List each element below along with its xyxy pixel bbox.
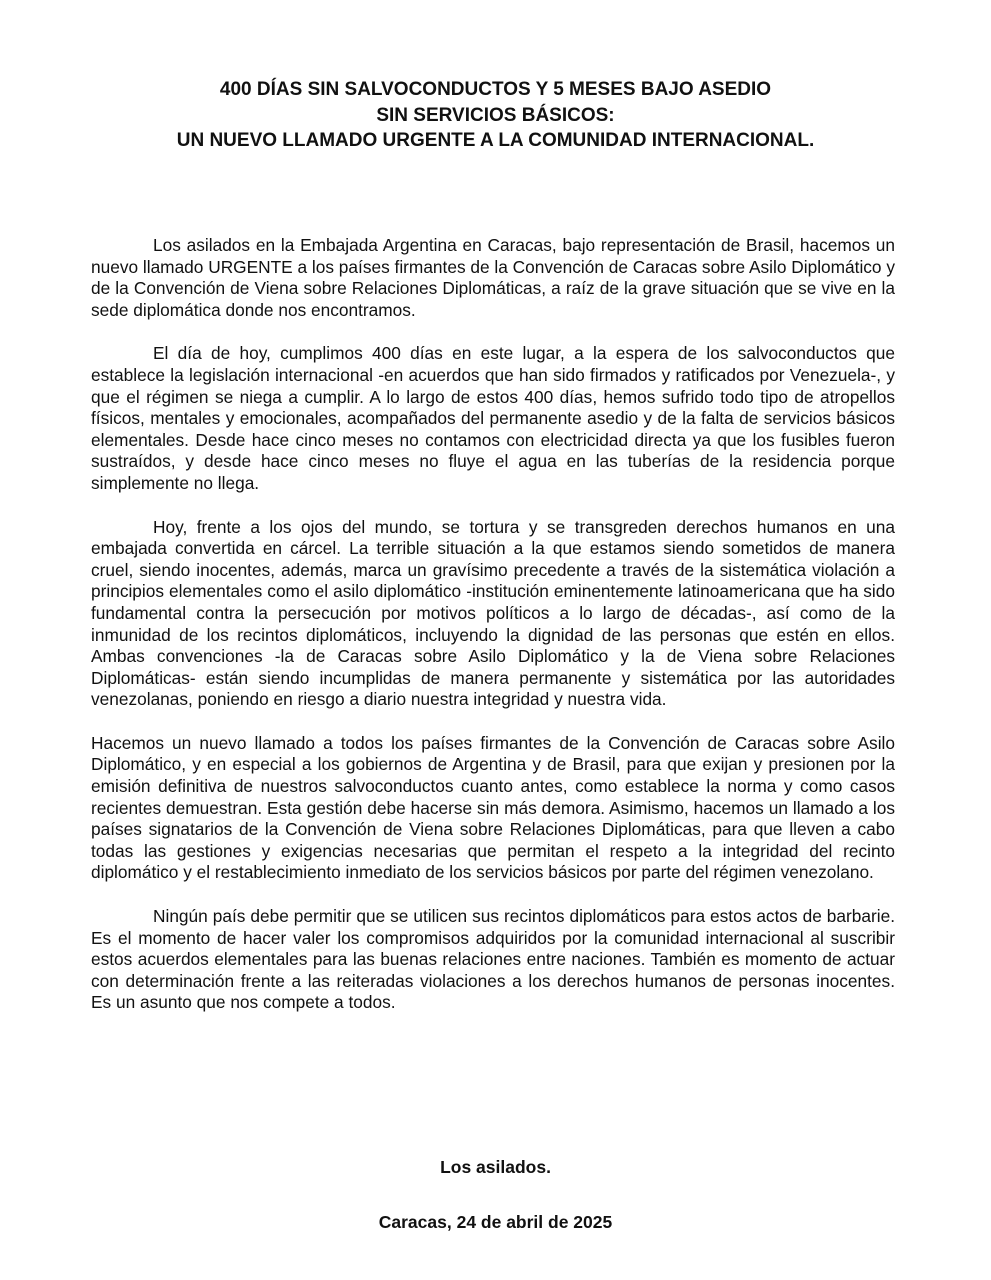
paragraph-2: El día de hoy, cumplimos 400 días en este lugar, a la espera de los salvoconductos que establece la legislación internacional -en acuerdos que han sido firmados y ratificados por Venezuela-, y que el régimen se niega a cumplir. A lo largo de estos 400 días, hemos sufrido todo tipo de atropellos físicos, mentales y emocionales, acompañados del permanente asedio y de la falta de servicios básicos elementales. Desde hace cinco meses no contamos con electricidad directa ya que los fusibles fueron sustraídos, y desde hace cinco meses no fluye el agua en las tuberías de la residencia porque simplemente no llega.	[91, 343, 895, 493]
document-title	[60, 77, 931, 154]
title-line-1: 400 DÍAS SIN SALVOCONDUCTOS Y 5 MESES BAJO ASEDIO	[219, 79, 772, 100]
signature: Los asilados.	[440, 1157, 551, 1177]
paragraph-3: Hoy, frente a los ojos del mundo, se tortura y se transgreden derechos humanos en una embajada convertida en cárcel. La terrible situación a la que estamos siendo sometidos de manera cruel, siendo inocentes, además, marca un gravísimo precedente a través de la sistemática violación a principios elementales como el asilo diplomático -institución eminentemente latinoamericana que ha sido fundamental contra la persecución por motivos políticos a lo largo de décadas-, así como de la inmunidad de los recintos diplomáticos, incluyendo la dignidad de las personas que estén en ellos. Ambas convenciones -la de Caracas sobre Asilo Diplomático y la de Viena sobre Relaciones Diplomáticas- están siendo incumplidas de manera permanente y sistemática por las autoridades venezolanas, poniendo en riesgo a diario nuestra integridad y nuestra vida.	[91, 516, 895, 710]
place-and-date: Caracas, 24 de abril de 2025	[378, 1212, 613, 1232]
paragraph-5: Ningún país debe permitir que se utilicen sus recintos diplomáticos para estos actos de barbarie. Es el momento de hacer valer los compromisos adquiridos por la comunidad internacional al suscribir estos acuerdos elementales para las buenas relaciones entre naciones. También es momento de actuar con determinación frente a las reiteradas violaciones a los derechos humanos de personas inocentes. Es un asunto que nos compete a todos.	[91, 906, 895, 1013]
paragraph-1: Los asilados en la Embajada Argentina en Caracas, bajo representación de Brasil, hacemos un nuevo llamado URGENTE a los países firmantes de la Convención de Caracas sobre Asilo Diplomático y de la Convención de Viena sobre Relaciones Diplomáticas, a raíz de la grave situación que se vive en la sede diplomática donde nos encontramos.	[91, 235, 895, 320]
paragraph-4: Hacemos un nuevo llamado a todos los países firmantes de la Convención de Caracas sobre Asilo Diplomático, y en especial a los gobiernos de Argentina y de Brasil, para que exijan y presionen por la emisión definitiva de nuestros salvoconductos cuanto antes, como establece la norma y como casos recientes demuestran. Esta gestión debe hacerse sin más demora. Asimismo, hacemos un llamado a los países signatarios de la Convención de Viena sobre Relaciones Diplomáticas, para que lleven a cabo todas las gestiones y exigencias necesarias que permitan el respeto a la integridad del recinto diplomático y el restablecimiento inmediato de los servicios básicos por parte del régimen venezolano.	[91, 732, 895, 883]
document-body	[91, 235, 895, 1036]
title-line-2: SIN SERVICIOS BÁSICOS:	[376, 104, 615, 126]
title-line-3: UN NUEVO LLAMADO URGENTE A LA COMUNIDAD INTERNACIONAL.	[176, 130, 815, 151]
